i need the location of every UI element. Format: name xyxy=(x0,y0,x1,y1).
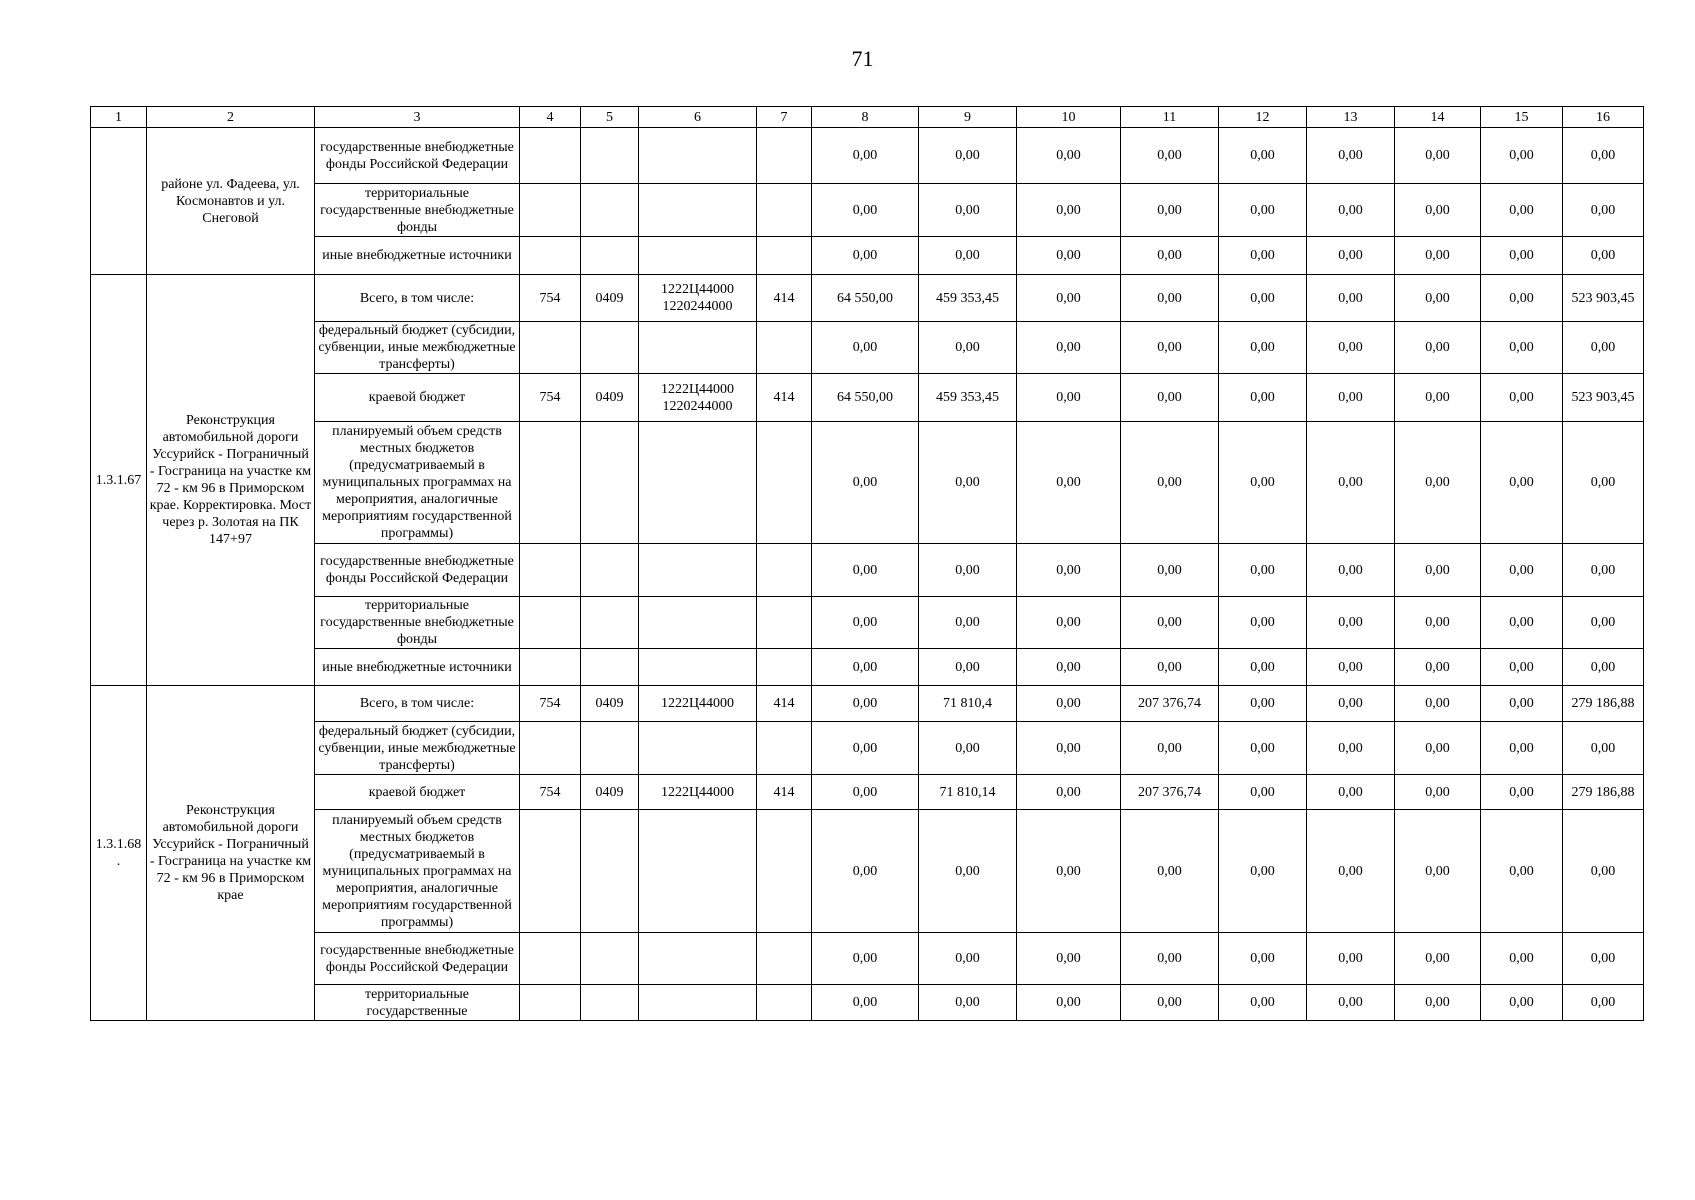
amount-value: 0,00 xyxy=(1219,237,1307,275)
funding-source: территориальные государственные xyxy=(315,985,520,1021)
amount-value: 0,00 xyxy=(812,775,919,810)
amount-value: 0,00 xyxy=(1563,128,1644,184)
classification-code xyxy=(520,810,581,933)
table-row xyxy=(91,322,1644,374)
classification-code: 414 xyxy=(757,686,812,722)
classification-code xyxy=(757,322,812,374)
item-code: 1.3.1.68 . xyxy=(91,686,147,1021)
classification-code xyxy=(581,237,639,275)
amount-value: 0,00 xyxy=(1395,985,1481,1021)
item-name: Реконструкция автомобильной дороги Уссурийск - Пограничный - Госграница на участке км 72 - км 96 в Приморском крае. Корректировка. Мост через р. Золотая на ПК 147+97 xyxy=(147,275,315,686)
classification-code xyxy=(520,237,581,275)
amount-value: 0,00 xyxy=(1307,597,1395,649)
amount-value: 207 376,74 xyxy=(1121,686,1219,722)
amount-value: 523 903,45 xyxy=(1563,374,1644,422)
amount-value: 0,00 xyxy=(1307,722,1395,775)
column-header: 10 xyxy=(1017,107,1121,128)
amount-value: 0,00 xyxy=(1481,985,1563,1021)
amount-value: 0,00 xyxy=(812,544,919,597)
amount-value: 0,00 xyxy=(1219,649,1307,686)
table-row xyxy=(91,275,1644,322)
amount-value: 0,00 xyxy=(1121,184,1219,237)
amount-value: 0,00 xyxy=(1307,422,1395,544)
amount-value: 0,00 xyxy=(1121,933,1219,985)
amount-value: 0,00 xyxy=(1395,237,1481,275)
amount-value: 459 353,45 xyxy=(919,374,1017,422)
amount-value: 0,00 xyxy=(1481,128,1563,184)
amount-value: 0,00 xyxy=(1121,810,1219,933)
amount-value: 0,00 xyxy=(1017,985,1121,1021)
classification-code xyxy=(757,237,812,275)
amount-value: 0,00 xyxy=(919,985,1017,1021)
classification-code xyxy=(581,322,639,374)
amount-value: 0,00 xyxy=(1219,722,1307,775)
classification-code xyxy=(757,184,812,237)
amount-value: 0,00 xyxy=(1017,275,1121,322)
amount-value: 0,00 xyxy=(1395,775,1481,810)
amount-value: 0,00 xyxy=(1481,322,1563,374)
classification-code: 0409 xyxy=(581,374,639,422)
item-name: Реконструкция автомобильной дороги Уссурийск - Пограничный - Госграница на участке км 72 - км 96 в Приморском крае xyxy=(147,686,315,1021)
amount-value: 0,00 xyxy=(812,422,919,544)
classification-code xyxy=(639,184,757,237)
column-header: 4 xyxy=(520,107,581,128)
funding-source: иные внебюджетные источники xyxy=(315,237,520,275)
classification-code xyxy=(520,649,581,686)
amount-value: 0,00 xyxy=(1307,237,1395,275)
classification-code xyxy=(520,933,581,985)
classification-code xyxy=(520,544,581,597)
classification-code xyxy=(757,722,812,775)
amount-value: 0,00 xyxy=(1395,722,1481,775)
table-row xyxy=(91,985,1644,1021)
amount-value: 0,00 xyxy=(919,184,1017,237)
amount-value: 0,00 xyxy=(1121,544,1219,597)
amount-value: 0,00 xyxy=(1481,184,1563,237)
amount-value: 0,00 xyxy=(1395,544,1481,597)
amount-value: 0,00 xyxy=(919,722,1017,775)
classification-code xyxy=(757,810,812,933)
amount-value: 0,00 xyxy=(1563,597,1644,649)
amount-value: 0,00 xyxy=(1481,544,1563,597)
amount-value: 0,00 xyxy=(1481,933,1563,985)
amount-value: 0,00 xyxy=(812,128,919,184)
amount-value: 459 353,45 xyxy=(919,275,1017,322)
classification-code xyxy=(581,128,639,184)
budget-table xyxy=(90,106,1644,1021)
amount-value: 0,00 xyxy=(1307,810,1395,933)
classification-code: 754 xyxy=(520,275,581,322)
column-header: 5 xyxy=(581,107,639,128)
amount-value: 0,00 xyxy=(1563,933,1644,985)
amount-value: 0,00 xyxy=(1017,775,1121,810)
amount-value: 0,00 xyxy=(812,933,919,985)
funding-source: Всего, в том числе: xyxy=(315,275,520,322)
classification-code xyxy=(639,985,757,1021)
amount-value: 0,00 xyxy=(1017,237,1121,275)
amount-value: 0,00 xyxy=(1395,374,1481,422)
amount-value: 0,00 xyxy=(1017,374,1121,422)
amount-value: 0,00 xyxy=(1395,597,1481,649)
classification-code: 0409 xyxy=(581,686,639,722)
amount-value: 0,00 xyxy=(1219,374,1307,422)
funding-source: государственные внебюджетные фонды Российской Федерации xyxy=(315,933,520,985)
amount-value: 0,00 xyxy=(812,597,919,649)
amount-value: 0,00 xyxy=(1219,544,1307,597)
amount-value: 0,00 xyxy=(1481,775,1563,810)
amount-value: 0,00 xyxy=(1307,933,1395,985)
amount-value: 0,00 xyxy=(1219,686,1307,722)
table-row xyxy=(91,128,1644,184)
column-header: 7 xyxy=(757,107,812,128)
classification-code: 754 xyxy=(520,374,581,422)
classification-code: 1222Ц44000 1220244000 xyxy=(639,275,757,322)
classification-code xyxy=(639,649,757,686)
column-header: 9 xyxy=(919,107,1017,128)
classification-code xyxy=(639,722,757,775)
classification-code: 0409 xyxy=(581,775,639,810)
amount-value: 0,00 xyxy=(1219,775,1307,810)
classification-code: 754 xyxy=(520,775,581,810)
amount-value: 279 186,88 xyxy=(1563,686,1644,722)
amount-value: 0,00 xyxy=(1017,597,1121,649)
table-row xyxy=(91,374,1644,422)
amount-value: 0,00 xyxy=(919,649,1017,686)
amount-value: 0,00 xyxy=(919,810,1017,933)
amount-value: 0,00 xyxy=(1563,422,1644,544)
amount-value: 0,00 xyxy=(919,237,1017,275)
column-header: 1 xyxy=(91,107,147,128)
classification-code: 0409 xyxy=(581,275,639,322)
column-header: 6 xyxy=(639,107,757,128)
item-name: районе ул. Фадеева, ул. Космонавтов и ул. Снеговой xyxy=(147,128,315,275)
amount-value: 0,00 xyxy=(1017,649,1121,686)
classification-code xyxy=(639,322,757,374)
amount-value: 0,00 xyxy=(1395,322,1481,374)
classification-code: 414 xyxy=(757,775,812,810)
classification-code xyxy=(639,128,757,184)
amount-value: 0,00 xyxy=(1121,322,1219,374)
classification-code xyxy=(639,544,757,597)
classification-code xyxy=(757,649,812,686)
amount-value: 0,00 xyxy=(1307,275,1395,322)
amount-value: 0,00 xyxy=(919,128,1017,184)
classification-code xyxy=(639,933,757,985)
classification-code xyxy=(757,422,812,544)
funding-source: планируемый объем средств местных бюджетов (предусматриваемый в муниципальных программах на мероприятия, аналогичные мероприятиям государственной программы) xyxy=(315,422,520,544)
column-header: 14 xyxy=(1395,107,1481,128)
classification-code xyxy=(757,597,812,649)
classification-code xyxy=(520,322,581,374)
amount-value: 0,00 xyxy=(1017,722,1121,775)
column-number-row xyxy=(91,107,1644,128)
classification-code xyxy=(639,597,757,649)
amount-value: 0,00 xyxy=(1307,374,1395,422)
amount-value: 0,00 xyxy=(812,649,919,686)
amount-value: 0,00 xyxy=(919,933,1017,985)
amount-value: 0,00 xyxy=(1481,810,1563,933)
amount-value: 0,00 xyxy=(1481,722,1563,775)
classification-code xyxy=(581,597,639,649)
table-row xyxy=(91,237,1644,275)
column-header: 12 xyxy=(1219,107,1307,128)
amount-value: 0,00 xyxy=(1395,649,1481,686)
classification-code xyxy=(520,722,581,775)
amount-value: 0,00 xyxy=(1307,686,1395,722)
classification-code xyxy=(520,597,581,649)
amount-value: 0,00 xyxy=(1563,649,1644,686)
amount-value: 0,00 xyxy=(1017,810,1121,933)
classification-code xyxy=(639,422,757,544)
item-code xyxy=(91,128,147,275)
funding-source: Всего, в том числе: xyxy=(315,686,520,722)
amount-value: 0,00 xyxy=(1481,422,1563,544)
classification-code: 1222Ц44000 xyxy=(639,775,757,810)
amount-value: 0,00 xyxy=(1307,775,1395,810)
amount-value: 0,00 xyxy=(1307,985,1395,1021)
funding-source: государственные внебюджетные фонды Российской Федерации xyxy=(315,544,520,597)
table-row xyxy=(91,686,1644,722)
amount-value: 0,00 xyxy=(1121,985,1219,1021)
amount-value: 0,00 xyxy=(1121,237,1219,275)
amount-value: 279 186,88 xyxy=(1563,775,1644,810)
amount-value: 0,00 xyxy=(1481,275,1563,322)
amount-value: 0,00 xyxy=(919,422,1017,544)
amount-value: 0,00 xyxy=(1219,597,1307,649)
amount-value: 0,00 xyxy=(1563,722,1644,775)
amount-value: 0,00 xyxy=(1307,544,1395,597)
classification-code xyxy=(520,184,581,237)
classification-code xyxy=(581,422,639,544)
amount-value: 0,00 xyxy=(1017,184,1121,237)
table-row xyxy=(91,933,1644,985)
table-row xyxy=(91,544,1644,597)
amount-value: 0,00 xyxy=(1563,985,1644,1021)
amount-value: 0,00 xyxy=(1017,422,1121,544)
amount-value: 0,00 xyxy=(1121,275,1219,322)
amount-value: 0,00 xyxy=(812,322,919,374)
column-header: 13 xyxy=(1307,107,1395,128)
funding-source: государственные внебюджетные фонды Российской Федерации xyxy=(315,128,520,184)
amount-value: 0,00 xyxy=(1219,933,1307,985)
amount-value: 0,00 xyxy=(1121,374,1219,422)
column-header: 8 xyxy=(812,107,919,128)
column-header: 2 xyxy=(147,107,315,128)
table-row xyxy=(91,722,1644,775)
funding-source: федеральный бюджет (субсидии, субвенции, иные межбюджетные трансферты) xyxy=(315,322,520,374)
column-header: 3 xyxy=(315,107,520,128)
amount-value: 0,00 xyxy=(1219,322,1307,374)
table-row xyxy=(91,775,1644,810)
amount-value: 0,00 xyxy=(1395,275,1481,322)
amount-value: 0,00 xyxy=(1395,184,1481,237)
amount-value: 0,00 xyxy=(1563,184,1644,237)
amount-value: 0,00 xyxy=(812,985,919,1021)
amount-value: 0,00 xyxy=(1219,985,1307,1021)
funding-source: территориальные государственные внебюджетные фонды xyxy=(315,184,520,237)
amount-value: 0,00 xyxy=(812,237,919,275)
column-header: 11 xyxy=(1121,107,1219,128)
funding-source: федеральный бюджет (субсидии, субвенции, иные межбюджетные трансферты) xyxy=(315,722,520,775)
amount-value: 0,00 xyxy=(1395,933,1481,985)
classification-code xyxy=(520,128,581,184)
item-code: 1.3.1.67 xyxy=(91,275,147,686)
amount-value: 0,00 xyxy=(1017,686,1121,722)
classification-code xyxy=(757,933,812,985)
funding-source: краевой бюджет xyxy=(315,374,520,422)
funding-source: территориальные государственные внебюджетные фонды xyxy=(315,597,520,649)
table-row xyxy=(91,597,1644,649)
amount-value: 0,00 xyxy=(1017,322,1121,374)
amount-value: 0,00 xyxy=(919,597,1017,649)
classification-code xyxy=(581,985,639,1021)
amount-value: 0,00 xyxy=(1121,128,1219,184)
amount-value: 0,00 xyxy=(1481,686,1563,722)
amount-value: 0,00 xyxy=(1563,322,1644,374)
classification-code xyxy=(757,128,812,184)
classification-code xyxy=(757,985,812,1021)
amount-value: 0,00 xyxy=(812,686,919,722)
amount-value: 0,00 xyxy=(1563,237,1644,275)
amount-value: 0,00 xyxy=(1121,422,1219,544)
amount-value: 0,00 xyxy=(1395,810,1481,933)
amount-value: 0,00 xyxy=(1219,128,1307,184)
amount-value: 0,00 xyxy=(812,722,919,775)
amount-value: 64 550,00 xyxy=(812,275,919,322)
classification-code xyxy=(520,985,581,1021)
amount-value: 0,00 xyxy=(1017,933,1121,985)
amount-value: 64 550,00 xyxy=(812,374,919,422)
amount-value: 0,00 xyxy=(1121,649,1219,686)
amount-value: 0,00 xyxy=(1219,422,1307,544)
amount-value: 0,00 xyxy=(812,184,919,237)
amount-value: 71 810,14 xyxy=(919,775,1017,810)
classification-code xyxy=(520,422,581,544)
classification-code xyxy=(639,810,757,933)
amount-value: 0,00 xyxy=(1481,597,1563,649)
amount-value: 0,00 xyxy=(1307,322,1395,374)
classification-code xyxy=(581,722,639,775)
table-row xyxy=(91,810,1644,933)
amount-value: 0,00 xyxy=(1307,128,1395,184)
amount-value: 0,00 xyxy=(1563,544,1644,597)
amount-value: 523 903,45 xyxy=(1563,275,1644,322)
column-header: 16 xyxy=(1563,107,1644,128)
classification-code: 754 xyxy=(520,686,581,722)
amount-value: 0,00 xyxy=(1481,374,1563,422)
funding-source: краевой бюджет xyxy=(315,775,520,810)
funding-source: планируемый объем средств местных бюджетов (предусматриваемый в муниципальных программах на мероприятия, аналогичные мероприятиям государственной программы) xyxy=(315,810,520,933)
classification-code xyxy=(581,810,639,933)
amount-value: 0,00 xyxy=(919,322,1017,374)
amount-value: 0,00 xyxy=(1219,184,1307,237)
page-number: 71 xyxy=(851,46,874,71)
classification-code: 1222Ц44000 xyxy=(639,686,757,722)
amount-value: 0,00 xyxy=(1307,184,1395,237)
classification-code: 414 xyxy=(757,275,812,322)
amount-value: 0,00 xyxy=(1395,128,1481,184)
amount-value: 0,00 xyxy=(1481,237,1563,275)
amount-value: 0,00 xyxy=(1395,422,1481,544)
classification-code xyxy=(639,237,757,275)
classification-code xyxy=(581,544,639,597)
amount-value: 0,00 xyxy=(1219,810,1307,933)
amount-value: 0,00 xyxy=(1307,649,1395,686)
amount-value: 0,00 xyxy=(1395,686,1481,722)
table-row xyxy=(91,184,1644,237)
amount-value: 0,00 xyxy=(1219,275,1307,322)
table-row xyxy=(91,422,1644,544)
classification-code: 414 xyxy=(757,374,812,422)
amount-value: 71 810,4 xyxy=(919,686,1017,722)
amount-value: 0,00 xyxy=(1121,597,1219,649)
amount-value: 0,00 xyxy=(1563,810,1644,933)
column-header: 15 xyxy=(1481,107,1563,128)
classification-code xyxy=(581,933,639,985)
classification-code xyxy=(581,649,639,686)
funding-source: иные внебюджетные источники xyxy=(315,649,520,686)
classification-code: 1222Ц44000 1220244000 xyxy=(639,374,757,422)
amount-value: 0,00 xyxy=(1481,649,1563,686)
classification-code xyxy=(581,184,639,237)
amount-value: 0,00 xyxy=(1017,544,1121,597)
amount-value: 0,00 xyxy=(1017,128,1121,184)
amount-value: 0,00 xyxy=(1121,722,1219,775)
classification-code xyxy=(757,544,812,597)
amount-value: 207 376,74 xyxy=(1121,775,1219,810)
amount-value: 0,00 xyxy=(812,810,919,933)
amount-value: 0,00 xyxy=(919,544,1017,597)
table-row xyxy=(91,649,1644,686)
